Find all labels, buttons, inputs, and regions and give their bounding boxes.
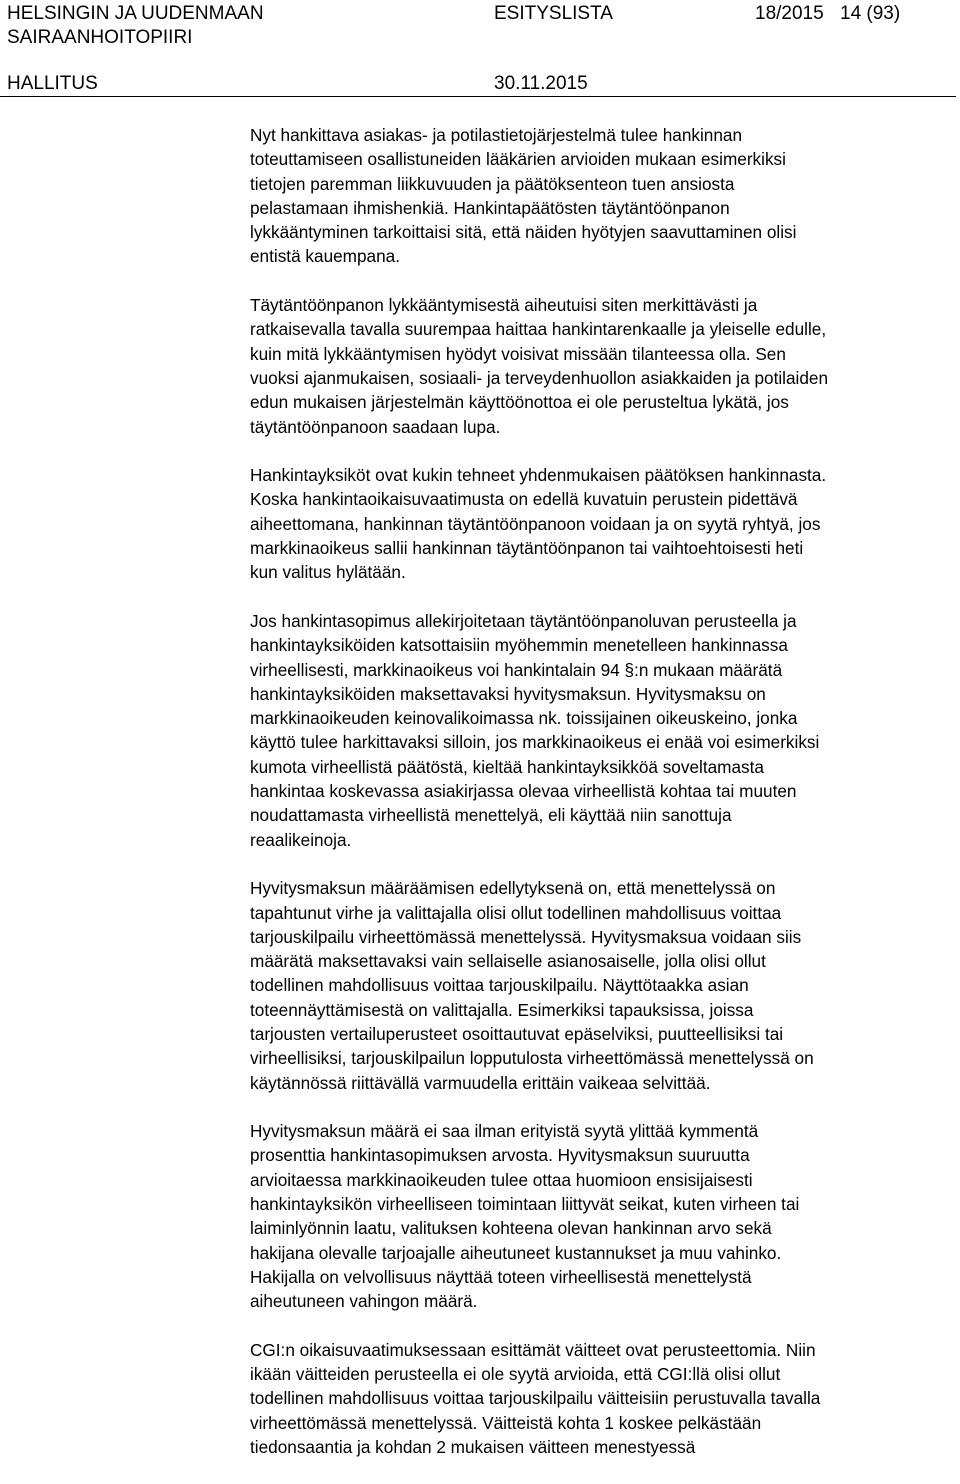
text-line: tapahtunut virhe ja valittajalla olisi ollut todellinen mahdollisuus voittaa (250, 902, 782, 923)
text-line: täytäntöönpanoon saadaan lupa. (250, 416, 501, 437)
text-line: tietojen paremman liikkuvuuden ja päätöksenteon tuen ansiosta (250, 173, 735, 194)
text-line: ikään väitteiden perusteella ei ole syytä arvioida, että CGI:llä olisi ollut (250, 1364, 781, 1385)
text-line: virheellisiksi, tarjouskilpailun lopputulosta virheettömässä menettelyssä on (250, 1048, 814, 1069)
paragraph (250, 463, 950, 584)
text-line: hakijana olevalle tarjoajalle aiheutuneet kustannukset ja muu vahinko. (250, 1242, 782, 1263)
text-line: tarjousten vertailuperusteet osoittautuvat epäselviksi, puutteellisiksi tai (250, 1023, 784, 1044)
text-line: entistä kauempana. (250, 246, 401, 267)
text-line: tarjouskilpailu virheettömässä menettelyssä. Hyvitysmaksua voidaan siis (250, 926, 802, 947)
text-line: vuoksi ajanmukaisen, sosiaali- ja terveydenhuollon asiakkaiden ja potilaiden (250, 367, 829, 388)
document-type: ESITYSLISTA (494, 3, 613, 24)
text-line: todellinen mahdollisuus voittaa tarjouskilpailu väitteisiin perustuvalla tavalla (250, 1388, 821, 1409)
document-body (250, 123, 950, 1484)
organization-name (7, 2, 264, 50)
paragraph (250, 123, 950, 269)
paragraph (250, 609, 950, 852)
organization-name-line: SAIRAANHOITOPIIRI (7, 27, 193, 48)
text-line: Nyt hankittava asiakas- ja potilastietojärjestelmä tulee hankinnan (250, 125, 743, 145)
text-line: käytännössä riittävällä varmuudella erittäin vaikeaa selvittää. (250, 1072, 711, 1093)
text-line: Hankintayksiköt ovat kukin tehneet yhdenmukaisen päätöksen hankinnasta. (250, 465, 827, 486)
text-line: käyttö tulee harkittavaksi silloin, jos markkinaoikeus ei enää voi esimerkiksi (250, 732, 820, 753)
text-line: lykkääntyminen tarkoittaisi sitä, että näiden hyötyjen saavuttaminen olisi (250, 222, 797, 243)
document-header (0, 0, 960, 98)
text-line: kun valitus hylätään. (250, 562, 406, 583)
text-line: virheettömässä menettelyssä. Väitteistä kohta 1 koskee pelkästään (250, 1412, 762, 1433)
document-number: 18/2015 (755, 3, 824, 24)
text-line: hankintayksikön virheelliseen toimintaan liittyvät seikat, kuten virheen tai (250, 1194, 800, 1215)
text-line: tiedonsaantia ja kohdan 2 mukaisen väitteen menestyessä (250, 1437, 696, 1458)
meeting-date: 30.11.2015 (494, 73, 588, 94)
text-line: edun mukaisen järjestelmän käyttöönottoa ei ole perusteltua lykätä, jos (250, 392, 789, 413)
text-line: määrätä maksettavaksi vain sellaiselle asianosaiselle, jolla olisi ollut (250, 951, 766, 972)
text-line: hankintayksiköiden katsottaisiin myöhemmin menetelleen hankinnassa (250, 635, 788, 656)
paragraph (250, 876, 950, 1095)
text-line: kuin mitä lykkääntymisen hyödyt voisivat missään tilanteessa olla. Sen (250, 343, 786, 364)
text-line: virheellisesti, markkinaoikeus voi hankintalain 94 §:n mukaan määrätä (250, 659, 783, 680)
text-line: noudattamasta virheellistä menettelyä, eli käyttää niin sanottuja (250, 805, 732, 826)
text-line: CGI:n oikaisuvaatimuksessaan esittämät väitteet ovat perusteettomia. Niin (250, 1339, 816, 1360)
text-line: todellinen mahdollisuus voittaa tarjouskilpailu. Näyttötaakka asian (250, 975, 749, 996)
text-line: Täytäntöönpanon lykkääntymisestä aiheutuisi siten merkittävästi ja (250, 295, 758, 316)
page-number: 14 (93) (840, 3, 901, 24)
text-line: reaalikeinoja. (250, 829, 352, 850)
organization-name-line: HELSINGIN JA UUDENMAAN (7, 3, 264, 24)
paragraph (250, 293, 950, 439)
text-line: hankintayksiköiden maksettavaksi hyvitysmaksun. Hyvitysmaksu on (250, 683, 766, 704)
text-line: pelastamaan ihmishenkiä. Hankintapäätösten täytäntöönpanon (250, 197, 730, 218)
text-line: prosenttia hankintasopimuksen arvosta. Hyvitysmaksun suuruutta (250, 1145, 750, 1166)
text-line: Hyvitysmaksun määrä ei saa ilman erityistä syytä ylittää kymmentä (250, 1121, 759, 1142)
paragraph (250, 1119, 950, 1313)
text-line: ratkaisevalla tavalla suurempaa haittaa hankintarenkaalle ja yleiselle edulle, (250, 319, 827, 340)
text-line: kumota virheellistä päätöstä, kieltää hankintayksikköä soveltamasta (250, 756, 764, 777)
text-line: markkinaoikeus sallii hankinnan täytäntöönpanon tai vaihtoehtoisesti heti (250, 538, 804, 559)
text-line: Koska hankintaoikaisuvaatimusta on edellä kuvatuin perustein pidettävä (250, 489, 798, 510)
text-line: toteuttamiseen osallistuneiden lääkärien arvioiden mukaan esimerkiksi (250, 149, 786, 170)
paragraph (250, 1338, 950, 1459)
text-line: Hakijalla on velvollisuus näyttää toteen virheellisestä menettelystä (250, 1266, 752, 1287)
text-line: arvioitaessa markkinaoikeuden tulee ottaa huomioon ensisijaisesti (250, 1169, 753, 1190)
governing-body: HALLITUS (7, 73, 98, 94)
text-line: Jos hankintasopimus allekirjoitetaan täytäntöönpanoluvan perusteella ja (250, 610, 797, 631)
text-line: hankintaa koskevassa asiakirjassa olevaa virheellistä kohtaa tai muuten (250, 781, 797, 802)
text-line: aiheettomana, hankinnan täytäntöönpanoon voidaan ja on syytä ryhtyä, jos (250, 513, 821, 534)
text-line: laiminlyönnin laatu, valituksen kohteena olevan hankinnan arvo sekä (250, 1218, 772, 1239)
text-line: Hyvitysmaksun määräämisen edellytyksenä on, että menettelyssä on (250, 878, 776, 899)
text-line: markkinaoikeuden keinovalikoimassa nk. toissijainen oikeuskeino, jonka (250, 708, 798, 729)
header-divider (0, 96, 956, 97)
text-line: toteennäyttämisestä on valittajalla. Esimerkiksi tapauksissa, joissa (250, 999, 754, 1020)
text-line: aiheutuneen vahingon määrä. (250, 1291, 478, 1312)
